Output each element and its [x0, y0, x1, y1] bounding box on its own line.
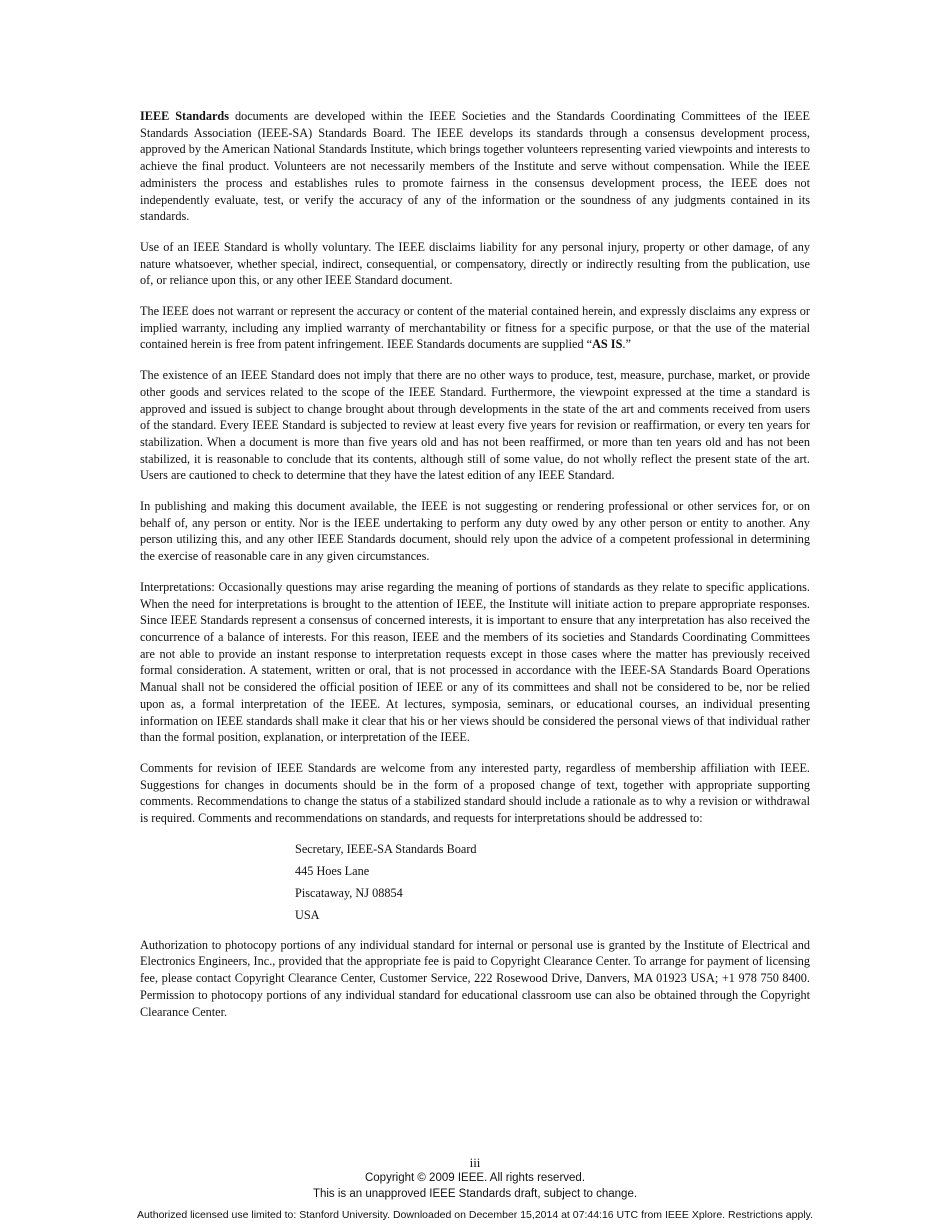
comments-paragraph: Comments for revision of IEEE Standards are welcome from any interested party, regardless of membership affiliation with IEEE. Suggestions for changes in documents should be in the form of a proposed change of text, together with appropriate supporting comments. Recommendations to change the status of a stabilized standard should include a rationale as to why a revision or withdrawal is required. Comments and recommendations on standards, and requests for interpretations should be addressed to: [140, 760, 810, 826]
document-body [140, 108, 810, 1034]
address-line-recipient: Secretary, IEEE-SA Standards Board [295, 841, 477, 856]
intro-lead: IEEE Standards [140, 109, 230, 123]
intro-text: documents are developed within the IEEE Societies and the Standards Coordinating Committees of the IEEE Standards Association (IEEE-SA) Standards Board. The IEEE develops its standards through a consensus development process, approved by the American National Standards Institute, which brings together volunteers representing varied viewpoints and interests to achieve the final product. Volunteers are not necessarily members of the Institute and serve without compensation. While the IEEE administers the process and establishes rules to promote fairness in the consensus development process, the IEEE does not independently evaluate, test, or verify the accuracy of any of the information or the soundness of any judgments contained in its standards. [140, 109, 810, 224]
draft-notice: This is an unapproved IEEE Standards draft, subject to change. [312, 1188, 638, 1200]
mailing-address [295, 841, 810, 923]
as-is-emphasis: AS IS [592, 337, 623, 352]
address-line-street: 445 Hoes Lane [295, 863, 370, 878]
address-line-city: Piscataway, NJ 08854 [295, 885, 403, 900]
interpretations-paragraph: Interpretations: Occasionally questions may arise regarding the meaning of portions of standards as they relate to specific applications. When the need for interpretations is brought to the attention of IEEE, the Institute will initiate action to prepare appropriate responses. Since IEEE Standards represent a consensus of concerned interests, it is important to ensure that any interpretation has also received the concurrence of a balance of interests. For this reason, IEEE and the members of its societies and Standards Coordinating Committees are not able to provide an instant response to interpretation requests except in those cases where the matter has previously received formal consideration. A statement, written or oral, that is not processed in accordance with the IEEE-SA Standards Board Operations Manual shall not be considered the official position of IEEE or any of its committees and shall not be considered to be, nor be relied upon as, a formal interpretation of the IEEE. At lectures, symposia, seminars, or educational courses, an individual presenting information on IEEE standards shall make it clear that his or her views should be considered the personal views of that individual rather than the formal position, explanation, or interpretation of the IEEE. [140, 579, 810, 745]
warranty-paragraph [140, 303, 810, 353]
publishing-paragraph: In publishing and making this document available, the IEEE is not suggesting or rendering professional or other services for, or on behalf of, any person or entity. Nor is the IEEE undertaking to perform any duty owed by any other person or entity to another. Any person utilizing this, and any other IEEE Standards document, should rely upon the advice of a competent professional in determining the exercise of reasonable care in any given circumstances. [140, 499, 810, 564]
address-line-country: USA [295, 907, 320, 922]
warranty-text: The IEEE does not warrant or represent the accuracy or content of the material contained herein, and expressly disclaims any express or implied warranty, including any implied warranty of merchantability or fitness for a specific purpose, or that the use of the material contained herein is free from patent infringement. IEEE Standards documents are supplied “ [140, 304, 810, 352]
existence-paragraph: The existence of an IEEE Standard does not imply that there are no other ways to produce, test, measure, purchase, market, or provide other goods and services related to the scope of the IEEE Standard. Furthermore, the viewpoint expressed at the time a standard is approved and issued is subject to change brought about through developments in the state of the art and comments received from users of the standard. Every IEEE Standard is subjected to review at least every five years for revision or reaffirmation, or every ten years for stabilization. When a document is more than five years old and has not been reaffirmed, or more than ten years old and has not been stabilized, it is reasonable to conclude that its contents, although still of some value, do not wholly reflect the present state of the art. Users are cautioned to check to determine that they have the latest edition of any IEEE Standard. [140, 368, 810, 483]
copyright-notice: Copyright © 2009 IEEE. All rights reserved. [364, 1172, 586, 1184]
authorization-paragraph: Authorization to photocopy portions of any individual standard for internal or personal use is granted by the Institute of Electrical and Electronics Engineers, Inc., provided that the appropriate fee is paid to Copyright Clearance Center. To arrange for payment of licensing fee, please contact Copyright Clearance Center, Customer Service, 222 Rosewood Drive, Danvers, MA 01923 USA; +1 978 750 8400. Permission to photocopy portions of any individual standard for educational classroom use can also be obtained through the Copyright Clearance Center. [140, 937, 810, 1019]
warranty-tail: .” [622, 337, 631, 352]
voluntary-paragraph: Use of an IEEE Standard is wholly voluntary. The IEEE disclaims liability for any personal injury, property or other damage, of any nature whatsoever, whether special, indirect, consequential, or compensatory, directly or indirectly resulting from the publication, use of, or reliance upon this, or any other IEEE Standard document. [140, 239, 810, 288]
license-notice: Authorized licensed use limited to: Stanford University. Downloaded on December 15,2014 at 07:44:16 UTC from IEEE Xplore. Restrictions apply. [136, 1209, 814, 1221]
page-number: iii [469, 1155, 481, 1170]
intro-paragraph [140, 108, 810, 225]
